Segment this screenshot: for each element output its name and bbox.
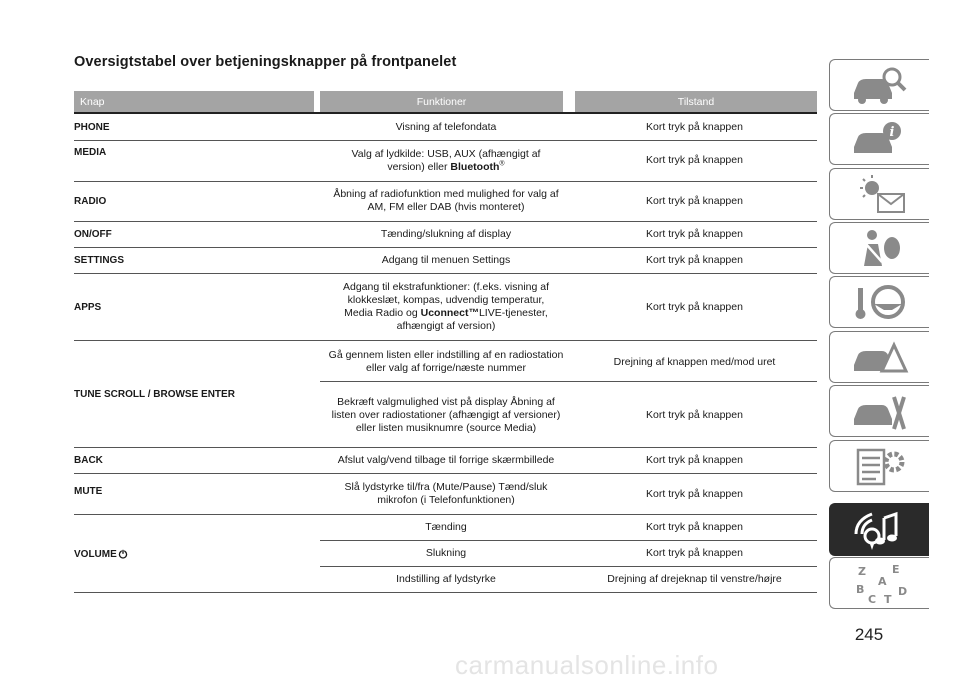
row-divider [74,514,817,515]
svg-text:Z: Z [857,565,866,578]
tab-index[interactable] [829,557,929,609]
row-phone-key: PHONE [74,121,110,133]
tab-steering[interactable] [829,276,929,328]
row-volume-state2: Kort tryk på knappen [646,547,743,559]
page-title: Oversigtstabel over betjeningsknapper på frontpanelet [74,54,457,70]
warning-lights-mail-icon [848,172,912,216]
tab-breakdown[interactable] [829,331,929,383]
multimedia-icon [848,508,912,552]
row-media-func-bold: Bluetooth [450,161,500,173]
row-tune-func2: Bekræft valgmulighed vist på display Åbning af listen over radiostationer (afhængigt af versioner) eller listen musiknumre (source Media) [331,395,561,434]
svg-text:C: C [867,593,876,605]
table-bottom-rule [74,592,817,593]
row-settings-func: Adgang til menuen Settings [381,254,511,266]
row-media-func-line2 [387,161,504,174]
svg-text:i: i [889,125,894,140]
row-media-func-sup: ® [499,160,505,168]
row-divider [74,340,817,341]
row-back-key: BACK [74,455,103,466]
row-apps-func-b: LIVE-tjenester, afhængigt af version) [396,307,548,332]
svg-text:T: T [883,593,892,605]
steering-wheel-icon [848,280,912,324]
header-knap [74,91,314,112]
row-divider [74,247,817,248]
row-divider [74,221,817,222]
tab-multimedia[interactable] [829,503,929,556]
tab-car-search[interactable] [829,59,929,111]
row-subdivider [320,566,817,567]
row-divider [74,447,817,448]
car-info-icon [848,117,912,161]
row-phone-state: Kort tryk på knappen [646,120,743,133]
row-settings-state: Kort tryk på knappen [646,254,743,266]
row-tune-state2: Kort tryk på knappen [646,408,743,421]
car-search-icon [848,63,912,107]
row-apps-state: Kort tryk på knappen [646,300,743,313]
svg-text:A: A [877,575,887,588]
row-divider [74,140,817,141]
row-media-func-text: version) eller [387,161,451,173]
row-tune-state1: Drejning af knappen med/mod uret [613,355,776,368]
header-rule [74,112,817,114]
svg-text:D: D [897,585,907,598]
row-onoff-key: ON/OFF [74,229,112,240]
row-mute-key: MUTE [74,486,103,497]
svg-text:E: E [891,563,900,576]
tab-warning-lights[interactable] [829,168,929,220]
row-mute-func: Slå lydstyrke til/fra (Mute/Pause) Tænd/sluk mikrofon (i Telefonfunktionen) [344,481,548,506]
car-service-icon [848,389,912,433]
row-apps-func [320,276,572,338]
row-media-func [320,143,572,179]
row-phone-func: Visning af telefondata [395,120,497,133]
row-back-func: Afslut valg/vend tilbage til forrige skærmbillede [337,454,555,466]
row-tune-key: TUNE SCROLL / BROWSE ENTER [74,389,235,400]
header-knap-label: Knap [80,95,105,108]
row-divider [74,273,817,274]
row-volume-key-label: VOLUME [74,548,117,560]
row-volume-state1: Kort tryk på knappen [646,521,743,533]
car-breakdown-icon [848,335,912,379]
power-icon [118,549,128,559]
watermark: carmanualsonline.info [455,650,719,680]
tab-car-info[interactable] [829,113,929,165]
row-volume-func2: Slukning [425,547,467,559]
row-settings-key: SETTINGS [74,255,125,266]
row-apps-func-bold: Uconnect™ [420,307,479,319]
header-tilstand [575,91,817,112]
tab-service[interactable] [829,385,929,437]
row-divider [74,181,817,182]
row-divider [74,473,817,474]
row-apps-func-a: Adgang til ekstrafunktioner: (f.eks. visning af klokkeslæt, kompas, udvendig temperatur, Media Radio og [342,281,550,319]
svg-text:B: B [855,583,864,596]
row-subdivider [320,540,817,541]
row-radio-key: RADIO [74,195,107,207]
tab-specs[interactable] [829,440,929,492]
row-media-state: Kort tryk på knappen [646,154,743,166]
row-onoff-func: Tænding/slukning af display [380,228,512,240]
row-volume-state3: Drejning af drejeknap til venstre/højre [607,573,782,585]
row-apps-func-text [342,281,550,333]
specs-gear-icon [848,444,912,488]
row-media-func-line1: Valg af lydkilde: USB, AUX (afhængigt af [351,148,541,160]
row-subdivider [320,381,817,382]
airbag-seatbelt-icon [848,226,912,270]
row-apps-key: APPS [74,301,102,313]
tab-airbag-seatbelt[interactable] [829,222,929,274]
row-onoff-state: Kort tryk på knappen [646,228,743,240]
row-radio-state: Kort tryk på knappen [646,194,743,207]
row-volume-func1: Tænding [425,521,467,533]
header-funktioner [320,91,563,112]
row-volume-key [74,516,314,592]
header-tilstand-label: Tilstand [677,95,715,108]
row-radio-func: Åbning af radiofunktion med mulighed for valg af AM, FM eller DAB (hvis monteret) [333,188,559,213]
index-alphabet-icon [848,561,912,605]
row-tune-func1: Gå gennem listen eller indstilling af en radiostation eller valg af forrige/næste nummer [328,349,564,374]
header-funktioner-label: Funktioner [416,95,467,108]
row-back-state: Kort tryk på knappen [646,454,743,466]
row-media-key: MEDIA [74,146,107,158]
row-mute-state: Kort tryk på knappen [646,487,743,500]
page-number: 245 [854,625,884,644]
row-volume-func3: Indstilling af lydstyrke [396,573,496,585]
